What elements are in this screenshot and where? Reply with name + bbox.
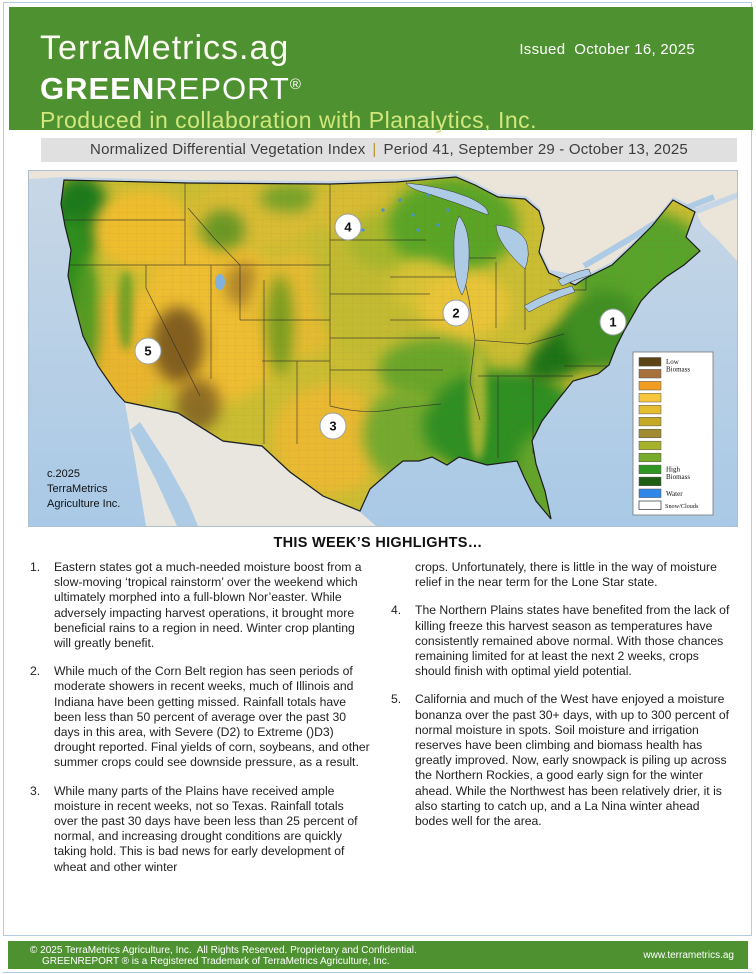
highlight-item-3-continuation: crops. Unfortunately, there is little in the way of moisture relief in the near term for the Lone Star state. bbox=[415, 560, 717, 590]
item-number: 3. bbox=[30, 783, 41, 798]
marker-4 bbox=[335, 214, 361, 240]
issued-date: Issued October 16, 2025 bbox=[519, 41, 695, 58]
us-ndvi-map-svg bbox=[28, 170, 738, 527]
report-title bbox=[40, 71, 302, 107]
report-title-report: REPORT bbox=[155, 71, 290, 106]
highlight-item-3 bbox=[30, 784, 370, 875]
registered-mark: ® bbox=[289, 76, 302, 93]
item-text: While many parts of the Plains have received ample moisture in recent weeks, not so Texas. Rainfall totals over the past 30 days have been less than 25 percent of normal, and increasing drought conditions are quickly taking hold. This is bad news for early development of wheat and other winter bbox=[54, 783, 358, 874]
bottom-border-line bbox=[3, 972, 753, 973]
report-title-green: GREEN bbox=[40, 71, 156, 106]
highlight-item-2 bbox=[30, 664, 370, 770]
item-text: Eastern states got a much-needed moisture boost from a slow-moving ‘tropical rainstorm’ over the weekend which ultimately morphed into a full-blown Nor’easter. While adversely impacting harvest operations, it brought more beneficial rains to a region in need. Winter crop planting will greatly benefit. bbox=[54, 560, 362, 651]
highlights-heading: THIS WEEK’S HIGHLIGHTS… bbox=[273, 535, 483, 551]
svg-text:1: 1 bbox=[609, 314, 617, 330]
item-number: 1. bbox=[30, 560, 41, 574]
highlights-right-column bbox=[391, 560, 733, 842]
highlight-item-1 bbox=[30, 560, 370, 651]
svg-text:2: 2 bbox=[452, 305, 460, 321]
legend-label-snow-clouds: Snow/Clouds bbox=[665, 503, 699, 510]
highlights-left-column bbox=[30, 560, 370, 888]
item-number: 2. bbox=[30, 664, 41, 679]
subtitle-bar bbox=[41, 138, 737, 162]
svg-text:c.2025: c.2025 bbox=[47, 468, 81, 480]
legend-label-high: High bbox=[666, 465, 680, 474]
marker-2 bbox=[443, 300, 469, 326]
great-salt-lake bbox=[215, 274, 225, 290]
item-text: While much of the Corn Belt region has seen periods of moderate showers in recent weeks, much of Illinois and Indiana have been getting missed. Rainfall totals have been less than 50 percent of average over the past 30 days in this area, with Severe (D2) to Extreme ()D3) drought reported. Final yields of corn, soybeans, and other summer crops could see downside pressure, as a result. bbox=[54, 664, 370, 770]
marker-3 bbox=[320, 413, 346, 439]
ndvi-map bbox=[28, 170, 738, 527]
legend-label-low: Low bbox=[666, 358, 679, 366]
highlight-item-5 bbox=[391, 692, 733, 829]
item-text: The Northern Plains states have benefited from the lack of killing freeze this harvest season as temperatures have consistently remained above normal. With those chances remaining limited for at least the next 2 weeks, crops should finish with optimal yield potential. bbox=[415, 603, 730, 679]
subtitle-index-label: Normalized Differential Vegetation Index bbox=[90, 141, 366, 158]
map-legend bbox=[633, 352, 713, 515]
svg-text:5: 5 bbox=[144, 343, 152, 359]
legend-label-high-biomass: Biomass bbox=[666, 473, 691, 481]
footer-website-link[interactable]: www.terrametrics.ag bbox=[643, 950, 734, 961]
marker-5 bbox=[135, 338, 161, 364]
item-text: California and much of the West have enjoyed a moisture bonanza over the past 30+ days, with up to 300 percent of normal moisture in spots. Soil moisture and irrigation reserves have been climbing and biomass health has greatly improved. Now, early snowpack is piling up across the Northern Rockies, a good early sign for the winter ahead. While the Northwest has been relatively drier, it is also starting to catch up, and a La Nina winter ahead bodes well for the area. bbox=[415, 692, 730, 829]
footer-bar bbox=[8, 941, 748, 969]
highlight-item-4 bbox=[391, 603, 733, 679]
svg-text:4: 4 bbox=[344, 219, 352, 235]
legend-label-water: Water bbox=[666, 490, 683, 498]
footer-copyright: © 2025 TerraMetrics Agriculture, Inc. All Rights Reserved. Proprietary and Confidential. bbox=[30, 945, 417, 956]
subtitle-period-label: Period 41, September 29 - October 13, 2025 bbox=[383, 141, 688, 158]
brand-title: TerraMetrics.ag bbox=[40, 29, 290, 67]
item-number: 5. bbox=[391, 692, 402, 707]
header-banner bbox=[9, 7, 753, 133]
svg-text:3: 3 bbox=[329, 418, 337, 434]
svg-text:TerraMetrics: TerraMetrics bbox=[47, 483, 108, 495]
legend-label-low-biomass: Biomass bbox=[666, 365, 691, 374]
subtitle-separator: | bbox=[372, 141, 377, 158]
item-number: 4. bbox=[391, 603, 402, 618]
svg-text:Agriculture Inc.: Agriculture Inc. bbox=[47, 498, 121, 510]
footer-trademark: GREENREPORT ® is a Registered Trademark of TerraMetrics Agriculture, Inc. bbox=[42, 956, 390, 967]
collaboration-tagline: Produced in collaboration with Planalytics, Inc. bbox=[40, 107, 538, 133]
marker-1 bbox=[600, 309, 626, 335]
